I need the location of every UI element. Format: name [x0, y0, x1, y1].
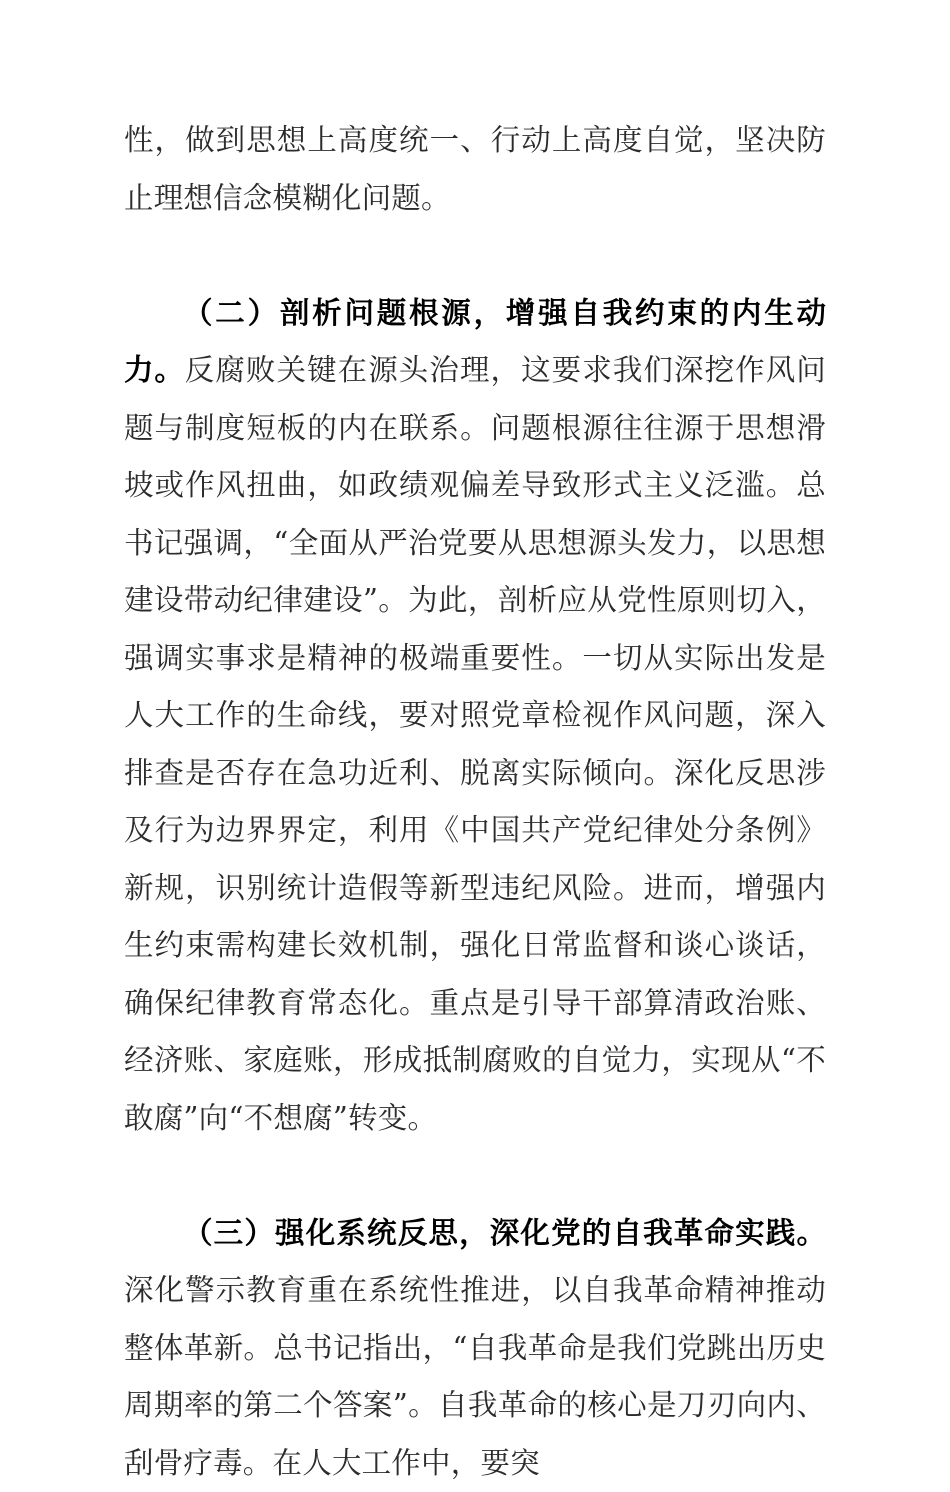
- section-two-heading: （二）剖析问题根源，增强自我约束的内生动力。: [124, 297, 826, 388]
- section-three-body: 深化警示教育重在系统性推进，以自我革命精神推动整体革新。总书记指出，“自我革命是我们党跳出历史周期率的第二个答案”。自我革命的核心是刀刃向内、刮骨疗毒。在人大工作中，要突: [124, 1273, 826, 1480]
- section-three-paragraph: [124, 1205, 826, 1492]
- section-two-paragraph: [124, 285, 826, 1148]
- paragraph-spacer-1: [124, 227, 826, 285]
- section-two-body: 反腐败关键在源头治理，这要求我们深挖作风问题与制度短板的内在联系。问题根源往往源于思想滑坡或作风扭曲，如政绩观偏差导致形式主义泛滥。总书记强调，“全面从严治党要从思想源头发力，以思想建设带动纪律建设”。为此，剖析应从党性原则切入，强调实事求是精神的极端重要性。一切从实际出发是人大工作的生命线，要对照党章检视作风问题，深入排查是否存在急功近利、脱离实际倾向。深化反思涉及行为边界界定，利用《中国共产党纪律处分条例》新规，识别统计造假等新型违纪风险。进而，增强内生约束需构建长效机制，强化日常监督和谈心谈话，确保纪律教育常态化。重点是引导干部算清政治账、经济账、家庭账，形成抵制腐败的自觉力，实现从“不敢腐”向“不想腐”转变。: [124, 353, 826, 1135]
- section-three-heading: （三）强化系统反思，深化党的自我革命实践。: [183, 1217, 826, 1250]
- paragraph-continuation-text: 性，做到思想上高度统一、行动上高度自觉，坚决防止理想信念模糊化问题。: [124, 123, 826, 215]
- paragraph-spacer-2: [124, 1147, 826, 1205]
- paragraph-continuation: [124, 112, 826, 227]
- document-body: [124, 112, 826, 1492]
